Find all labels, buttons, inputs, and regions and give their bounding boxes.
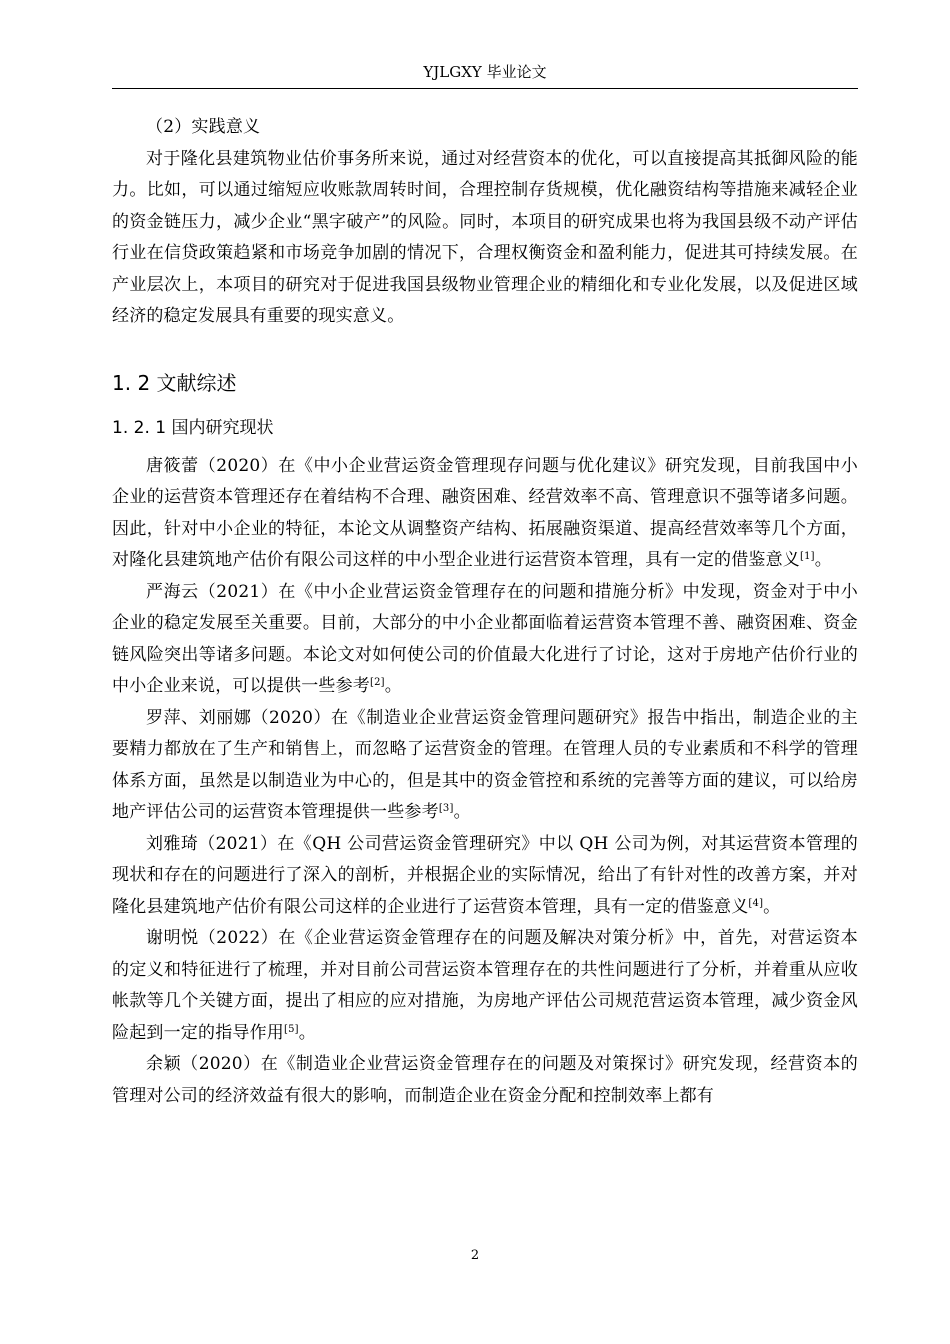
- subsection-heading: 1. 2. 1 国内研究现状: [112, 417, 274, 438]
- section-heading: 1. 2 文献综述: [112, 370, 237, 395]
- citation-ref: [4]: [748, 897, 764, 909]
- literature-paragraph: 严海云（2021）在《中小企业营运资金管理存在的问题和措施分析》中发现，资金对于中小企业的稳定发展至关重要。目前，大部分的中小企业都面临着运营资本管理不善、融资困难、资金链风险突出等诸多问题。本论文对如何使公司的价值最大化进行了讨论，这对于房地产估价行业的中小企业来说，可以提供一些参考[2]。: [112, 581, 858, 696]
- citation-ref: [5]: [284, 1023, 299, 1035]
- practical-subheading: （2）实践意义: [146, 117, 261, 137]
- literature-paragraph: 罗萍、刘丽娜（2020）在《制造业企业营运资金管理问题研究》报告中指出，制造企业的主要精力都放在了生产和销售上，而忽略了运营资金的管理。在管理人员的专业素质和不科学的管理体系方面，虽然是以制造业为中心的，但是其中的资金管控和系统的完善等方面的建议，可以给房地产评估公司的运营资本管理提供一些参考[3]。: [112, 707, 858, 822]
- page-header: YJLGXY 毕业论文: [423, 63, 547, 81]
- literature-paragraph: 刘雅琦（2021）在《QH 公司营运资金管理研究》中以 QH 公司为例，对其运营资本管理的现状和存在的问题进行了深入的剖析，并根据企业的实际情况，给出了有针对性的改善方案，并对隆化县建筑地产估价有限公司这样的企业进行了运营资本管理，具有一定的借鉴意义[4]。: [112, 833, 858, 917]
- citation-ref: [2]: [370, 677, 385, 688]
- page-number: 2: [470, 1248, 480, 1263]
- document-body: [112, 112, 858, 1112]
- header-rule: [112, 88, 858, 89]
- literature-paragraph: 余颖（2020）在《制造业企业营运资金管理存在的问题及对策探讨》研究发现，经营资本的管理对公司的经济效益有很大的影响，而制造企业在资金分配和控制效率上都有: [112, 1054, 858, 1106]
- literature-paragraph: 谢明悦（2022）在《企业营运资金管理存在的问题及解决对策分析》中，首先，对营运资本的定义和特征进行了梳理，并对目前公司营运资本管理存在的共性问题进行了分析，并着重从应收帐款等几个关键方面，提出了相应的应对措施，为房地产评估公司规范营运资本管理，减少资金风险起到一定的指导作用[5]。: [112, 928, 858, 1043]
- citation-ref: [1]: [800, 551, 815, 562]
- citation-ref: [3]: [438, 803, 454, 814]
- practical-paragraph: 对于隆化县建筑物业估价事务所来说，通过对经营资本的优化，可以直接提高其抵御风险的能力。比如，可以通过缩短应收账款周转时间，合理控制存货规模，优化融资结构等措施来减轻企业的资金链压力，减少企业“黑字破产”的风险。同时，本项目的研究成果也将为我国县级不动产评估行业在信贷政策趋紧和市场竞争加剧的情况下，合理权衡资金和盈利能力，促进其可持续发展。在产业层次上，本项目的研究对于促进我国县级物业管理企业的精细化和专业化发展，以及促进区域经济的稳定发展具有重要的现实意义。: [112, 148, 858, 326]
- literature-paragraph: 唐筱蕾（2020）在《中小企业营运资金管理现存问题与优化建议》研究发现，目前我国中小企业的运营资本管理还存在着结构不合理、融资困难、经营效率不高、管理意识不强等诸多问题。因此，针对中小企业的特征，本论文从调整资产结构、拓展融资渠道、提高经营效率等几个方面，对隆化县建筑地产估价有限公司这样的中小型企业进行运营资本管理，具有一定的借鉴意义[1]。: [112, 455, 858, 570]
